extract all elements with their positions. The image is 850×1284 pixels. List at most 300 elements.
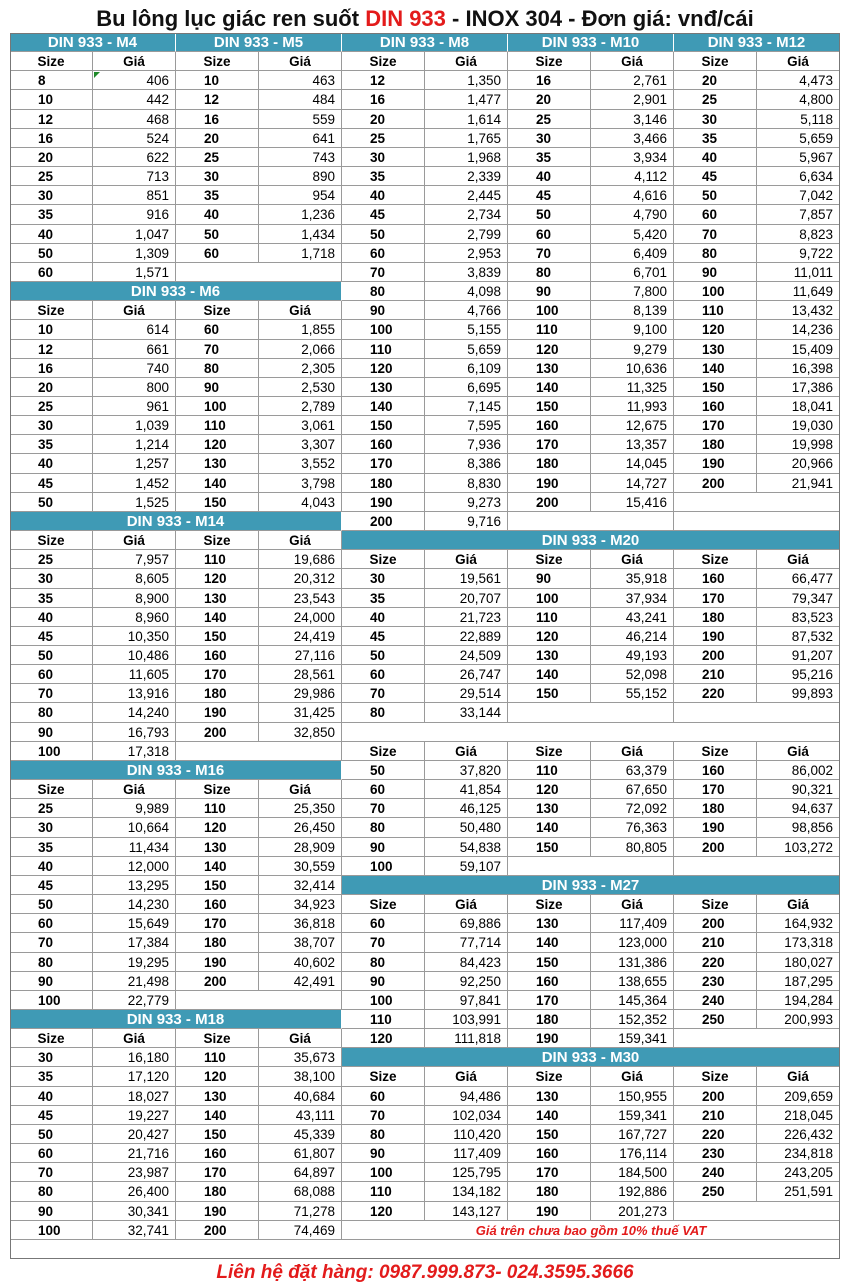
price-cell: 406 <box>93 71 176 90</box>
table-header-m8: DIN 933 - M8 <box>342 33 508 52</box>
size-cell: 90 <box>508 282 591 301</box>
size-cell: 180 <box>508 1010 591 1029</box>
size-cell: 170 <box>176 1163 259 1182</box>
price-cell: 5,967 <box>757 148 840 167</box>
price-cell: 29,986 <box>259 684 342 703</box>
size-column-header: Size <box>674 52 757 71</box>
size-cell: 120 <box>508 780 591 799</box>
size-cell: 150 <box>342 416 425 435</box>
size-cell: 170 <box>674 780 757 799</box>
price-cell: 17,120 <box>93 1067 176 1086</box>
size-cell: 50 <box>10 646 93 665</box>
size-cell: 230 <box>674 1144 757 1163</box>
price-cell: 743 <box>259 148 342 167</box>
size-cell: 180 <box>508 454 591 473</box>
price-cell: 192,886 <box>591 1182 674 1201</box>
price-column-header: Giá <box>591 742 674 761</box>
price-cell: 138,655 <box>591 972 674 991</box>
size-cell: 80 <box>674 244 757 263</box>
size-cell: 12 <box>10 340 93 359</box>
table-header-m5: DIN 933 - M5 <box>176 33 342 52</box>
price-cell: 890 <box>259 167 342 186</box>
price-cell: 95,216 <box>757 665 840 684</box>
price-cell: 28,909 <box>259 838 342 857</box>
size-cell: 50 <box>674 186 757 205</box>
price-cell: 11,011 <box>757 263 840 282</box>
price-cell: 18,027 <box>93 1087 176 1106</box>
price-cell: 125,795 <box>425 1163 508 1182</box>
size-cell: 70 <box>10 684 93 703</box>
price-cell: 54,838 <box>425 838 508 857</box>
price-cell: 2,761 <box>591 71 674 90</box>
size-cell: 100 <box>342 991 425 1010</box>
size-column-header: Size <box>674 895 757 914</box>
price-cell: 6,409 <box>591 244 674 263</box>
price-cell: 26,400 <box>93 1182 176 1201</box>
price-column-header: Giá <box>757 742 840 761</box>
size-cell: 35 <box>674 129 757 148</box>
size-cell: 35 <box>10 435 93 454</box>
size-cell: 90 <box>10 723 93 742</box>
price-cell: 2,066 <box>259 340 342 359</box>
size-cell: 60 <box>674 205 757 224</box>
price-cell: 8,386 <box>425 454 508 473</box>
price-cell: 77,714 <box>425 933 508 952</box>
price-cell: 91,207 <box>757 646 840 665</box>
size-cell: 170 <box>342 454 425 473</box>
price-column-header: Giá <box>259 531 342 550</box>
price-cell: 1,765 <box>425 129 508 148</box>
size-cell: 35 <box>342 167 425 186</box>
size-cell: 70 <box>176 340 259 359</box>
price-cell: 86,002 <box>757 761 840 780</box>
size-cell: 120 <box>342 1029 425 1048</box>
size-cell: 70 <box>342 933 425 952</box>
price-cell: 200,993 <box>757 1010 840 1029</box>
price-cell: 209,659 <box>757 1087 840 1106</box>
size-cell: 170 <box>176 665 259 684</box>
size-cell: 180 <box>674 435 757 454</box>
price-column-header: Giá <box>425 1067 508 1086</box>
size-cell: 120 <box>508 340 591 359</box>
size-cell: 150 <box>508 397 591 416</box>
size-cell: 60 <box>10 914 93 933</box>
table-header-m18: DIN 933 - M18 <box>10 1010 342 1029</box>
price-column-header: Giá <box>93 531 176 550</box>
size-cell: 220 <box>674 1125 757 1144</box>
size-cell: 140 <box>508 933 591 952</box>
price-cell: 10,350 <box>93 627 176 646</box>
size-cell: 130 <box>508 359 591 378</box>
size-column-header: Size <box>342 550 425 569</box>
size-cell: 130 <box>342 378 425 397</box>
size-cell: 110 <box>508 761 591 780</box>
size-cell: 80 <box>342 703 425 722</box>
size-cell: 250 <box>674 1010 757 1029</box>
price-cell: 64,897 <box>259 1163 342 1182</box>
size-cell: 190 <box>674 627 757 646</box>
price-cell: 13,295 <box>93 876 176 895</box>
size-cell: 210 <box>674 665 757 684</box>
size-cell: 190 <box>342 493 425 512</box>
price-cell: 8,830 <box>425 474 508 493</box>
size-cell: 70 <box>10 1163 93 1182</box>
size-cell: 110 <box>342 340 425 359</box>
size-cell: 240 <box>674 991 757 1010</box>
price-cell: 1,257 <box>93 454 176 473</box>
price-cell: 24,419 <box>259 627 342 646</box>
price-cell: 22,779 <box>93 991 176 1010</box>
title-prefix: Bu lông lục giác ren suốt <box>96 6 366 31</box>
size-cell: 60 <box>10 665 93 684</box>
price-cell: 2,953 <box>425 244 508 263</box>
price-cell: 201,273 <box>591 1202 674 1221</box>
price-cell: 150,955 <box>591 1087 674 1106</box>
size-column-header: Size <box>176 1029 259 1048</box>
size-cell: 110 <box>674 301 757 320</box>
price-cell: 83,523 <box>757 608 840 627</box>
size-column-header: Size <box>508 550 591 569</box>
size-cell: 16 <box>176 110 259 129</box>
size-column-header: Size <box>508 1067 591 1086</box>
price-cell: 131,386 <box>591 953 674 972</box>
size-cell: 110 <box>508 320 591 339</box>
price-cell: 18,041 <box>757 397 840 416</box>
price-cell: 63,379 <box>591 761 674 780</box>
price-cell: 24,509 <box>425 646 508 665</box>
price-cell: 61,807 <box>259 1144 342 1163</box>
price-cell: 43,241 <box>591 608 674 627</box>
price-cell: 800 <box>93 378 176 397</box>
size-column-header: Size <box>10 1029 93 1048</box>
price-cell: 243,205 <box>757 1163 840 1182</box>
size-cell: 40 <box>10 857 93 876</box>
empty-cell <box>674 857 840 876</box>
size-cell: 120 <box>176 1067 259 1086</box>
price-cell: 20,707 <box>425 589 508 608</box>
size-cell: 160 <box>176 895 259 914</box>
price-cell: 26,450 <box>259 818 342 837</box>
table-header-m12: DIN 933 - M12 <box>674 33 840 52</box>
size-cell: 130 <box>508 1087 591 1106</box>
size-cell: 200 <box>176 723 259 742</box>
size-cell: 120 <box>508 627 591 646</box>
size-cell: 150 <box>674 378 757 397</box>
price-cell: 76,363 <box>591 818 674 837</box>
size-cell: 150 <box>176 1125 259 1144</box>
size-cell: 100 <box>10 742 93 761</box>
size-cell: 190 <box>508 474 591 493</box>
size-cell: 130 <box>674 340 757 359</box>
size-cell: 20 <box>342 110 425 129</box>
size-cell: 250 <box>674 1182 757 1201</box>
price-cell: 1,571 <box>93 263 176 282</box>
price-cell: 23,543 <box>259 589 342 608</box>
size-cell: 120 <box>342 1202 425 1221</box>
price-cell: 13,432 <box>757 301 840 320</box>
size-cell: 140 <box>508 818 591 837</box>
price-cell: 55,152 <box>591 684 674 703</box>
size-cell: 140 <box>508 378 591 397</box>
price-column-header: Giá <box>591 1067 674 1086</box>
price-cell: 87,532 <box>757 627 840 646</box>
size-cell: 140 <box>508 665 591 684</box>
price-cell: 9,716 <box>425 512 508 531</box>
price-cell: 66,477 <box>757 569 840 588</box>
size-cell: 200 <box>674 914 757 933</box>
price-cell: 184,500 <box>591 1163 674 1182</box>
size-cell: 30 <box>674 110 757 129</box>
price-cell: 9,722 <box>757 244 840 263</box>
size-cell: 16 <box>508 71 591 90</box>
size-cell: 35 <box>10 838 93 857</box>
price-cell: 641 <box>259 129 342 148</box>
price-cell: 524 <box>93 129 176 148</box>
price-cell: 614 <box>93 320 176 339</box>
size-cell: 120 <box>176 569 259 588</box>
price-column-header: Giá <box>259 52 342 71</box>
size-cell: 180 <box>176 933 259 952</box>
empty-cell <box>674 1029 840 1048</box>
size-cell: 120 <box>674 320 757 339</box>
empty-cell <box>176 263 342 282</box>
price-cell: 7,936 <box>425 435 508 454</box>
size-cell: 12 <box>342 71 425 90</box>
size-cell: 60 <box>176 320 259 339</box>
size-cell: 25 <box>10 397 93 416</box>
price-cell: 40,684 <box>259 1087 342 1106</box>
price-cell: 622 <box>93 148 176 167</box>
size-cell: 20 <box>10 148 93 167</box>
size-cell: 90 <box>508 569 591 588</box>
size-column-header: Size <box>508 52 591 71</box>
size-cell: 70 <box>342 684 425 703</box>
size-cell: 16 <box>342 90 425 109</box>
size-cell: 110 <box>176 1048 259 1067</box>
price-cell: 226,432 <box>757 1125 840 1144</box>
price-cell: 12,675 <box>591 416 674 435</box>
size-cell: 100 <box>674 282 757 301</box>
price-cell: 7,957 <box>93 550 176 569</box>
size-cell: 70 <box>342 1106 425 1125</box>
size-cell: 25 <box>342 129 425 148</box>
empty-cell <box>674 703 840 722</box>
price-cell: 3,307 <box>259 435 342 454</box>
price-cell: 1,236 <box>259 205 342 224</box>
price-cell: 218,045 <box>757 1106 840 1125</box>
size-column-header: Size <box>342 52 425 71</box>
table-header-m30: DIN 933 - M30 <box>342 1048 840 1067</box>
price-cell: 19,686 <box>259 550 342 569</box>
price-cell: 117,409 <box>425 1144 508 1163</box>
size-cell: 130 <box>176 1087 259 1106</box>
price-cell: 8,900 <box>93 589 176 608</box>
price-cell: 32,850 <box>259 723 342 742</box>
size-cell: 40 <box>342 608 425 627</box>
price-cell: 69,886 <box>425 914 508 933</box>
price-cell: 42,491 <box>259 972 342 991</box>
size-cell: 240 <box>674 1163 757 1182</box>
size-cell: 170 <box>508 1163 591 1182</box>
price-cell: 31,425 <box>259 703 342 722</box>
size-cell: 190 <box>176 1202 259 1221</box>
size-cell: 35 <box>508 148 591 167</box>
price-cell: 1,047 <box>93 225 176 244</box>
size-cell: 180 <box>342 474 425 493</box>
price-cell: 27,116 <box>259 646 342 665</box>
price-cell: 1,855 <box>259 320 342 339</box>
price-cell: 52,098 <box>591 665 674 684</box>
size-cell: 16 <box>10 359 93 378</box>
size-cell: 140 <box>176 1106 259 1125</box>
price-cell: 8,823 <box>757 225 840 244</box>
size-cell: 10 <box>176 71 259 90</box>
price-cell: 98,856 <box>757 818 840 837</box>
price-cell: 3,934 <box>591 148 674 167</box>
size-cell: 40 <box>10 1087 93 1106</box>
price-cell: 5,659 <box>757 129 840 148</box>
size-cell: 80 <box>342 953 425 972</box>
empty-cell <box>508 703 674 722</box>
price-cell: 159,341 <box>591 1106 674 1125</box>
size-cell: 40 <box>10 454 93 473</box>
price-cell: 1,214 <box>93 435 176 454</box>
price-column-header: Giá <box>591 550 674 569</box>
price-cell: 10,486 <box>93 646 176 665</box>
size-cell: 170 <box>674 589 757 608</box>
empty-cell <box>176 991 342 1010</box>
empty-cell <box>176 742 342 761</box>
price-cell: 12,000 <box>93 857 176 876</box>
size-cell: 45 <box>10 627 93 646</box>
price-cell: 16,398 <box>757 359 840 378</box>
price-cell: 4,616 <box>591 186 674 205</box>
price-cell: 35,918 <box>591 569 674 588</box>
price-cell: 3,466 <box>591 129 674 148</box>
size-cell: 130 <box>508 799 591 818</box>
price-cell: 103,272 <box>757 838 840 857</box>
price-cell: 37,934 <box>591 589 674 608</box>
price-cell: 2,530 <box>259 378 342 397</box>
size-cell: 200 <box>674 646 757 665</box>
size-cell: 200 <box>342 512 425 531</box>
size-cell: 30 <box>342 148 425 167</box>
price-cell: 164,932 <box>757 914 840 933</box>
size-cell: 20 <box>674 71 757 90</box>
size-cell: 30 <box>508 129 591 148</box>
size-cell: 110 <box>176 799 259 818</box>
empty-cell <box>674 1202 840 1221</box>
price-cell: 5,155 <box>425 320 508 339</box>
size-cell: 35 <box>10 205 93 224</box>
size-column-header: Size <box>176 780 259 799</box>
size-cell: 140 <box>674 359 757 378</box>
price-cell: 50,480 <box>425 818 508 837</box>
price-cell: 6,701 <box>591 263 674 282</box>
price-column-header: Giá <box>757 895 840 914</box>
size-cell: 30 <box>10 1048 93 1067</box>
price-cell: 102,034 <box>425 1106 508 1125</box>
price-cell: 29,514 <box>425 684 508 703</box>
price-cell: 7,145 <box>425 397 508 416</box>
price-cell: 33,144 <box>425 703 508 722</box>
size-cell: 50 <box>508 205 591 224</box>
size-cell: 170 <box>508 991 591 1010</box>
price-cell: 19,295 <box>93 953 176 972</box>
price-cell: 10,636 <box>591 359 674 378</box>
price-cell: 90,321 <box>757 780 840 799</box>
size-cell: 90 <box>342 838 425 857</box>
size-cell: 100 <box>342 320 425 339</box>
price-column-header: Giá <box>425 52 508 71</box>
size-cell: 50 <box>10 1125 93 1144</box>
size-cell: 45 <box>674 167 757 186</box>
size-cell: 80 <box>342 818 425 837</box>
size-cell: 160 <box>508 972 591 991</box>
price-cell: 173,318 <box>757 933 840 952</box>
price-cell: 11,649 <box>757 282 840 301</box>
price-cell: 463 <box>259 71 342 90</box>
size-cell: 140 <box>176 474 259 493</box>
size-cell: 50 <box>10 493 93 512</box>
price-cell: 59,107 <box>425 857 508 876</box>
size-cell: 100 <box>508 301 591 320</box>
size-cell: 190 <box>176 953 259 972</box>
price-cell: 79,347 <box>757 589 840 608</box>
price-column-header: Giá <box>259 301 342 320</box>
size-cell: 30 <box>342 569 425 588</box>
price-cell: 99,893 <box>757 684 840 703</box>
size-column-header: Size <box>342 895 425 914</box>
price-cell: 3,146 <box>591 110 674 129</box>
size-cell: 35 <box>176 186 259 205</box>
size-cell: 80 <box>10 703 93 722</box>
price-cell: 187,295 <box>757 972 840 991</box>
size-cell: 40 <box>176 205 259 224</box>
price-cell: 68,088 <box>259 1182 342 1201</box>
price-cell: 80,805 <box>591 838 674 857</box>
price-cell: 4,790 <box>591 205 674 224</box>
price-cell: 74,469 <box>259 1221 342 1240</box>
price-cell: 92,250 <box>425 972 508 991</box>
size-cell: 170 <box>176 914 259 933</box>
price-column-header: Giá <box>93 780 176 799</box>
price-cell: 17,386 <box>757 378 840 397</box>
size-cell: 12 <box>10 110 93 129</box>
price-cell: 21,723 <box>425 608 508 627</box>
price-cell: 111,818 <box>425 1029 508 1048</box>
price-cell: 1,434 <box>259 225 342 244</box>
size-cell: 8 <box>10 71 93 90</box>
price-cell: 5,659 <box>425 340 508 359</box>
size-cell: 220 <box>674 684 757 703</box>
size-column-header: Size <box>176 301 259 320</box>
size-cell: 180 <box>176 1182 259 1201</box>
size-cell: 20 <box>508 90 591 109</box>
size-column-header: Size <box>674 550 757 569</box>
price-cell: 20,966 <box>757 454 840 473</box>
size-cell: 150 <box>176 876 259 895</box>
size-cell: 170 <box>674 416 757 435</box>
price-cell: 2,445 <box>425 186 508 205</box>
size-cell: 100 <box>176 397 259 416</box>
size-cell: 200 <box>508 493 591 512</box>
size-cell: 25 <box>10 550 93 569</box>
price-cell: 2,305 <box>259 359 342 378</box>
size-cell: 160 <box>342 435 425 454</box>
size-cell: 60 <box>342 244 425 263</box>
price-cell: 94,637 <box>757 799 840 818</box>
